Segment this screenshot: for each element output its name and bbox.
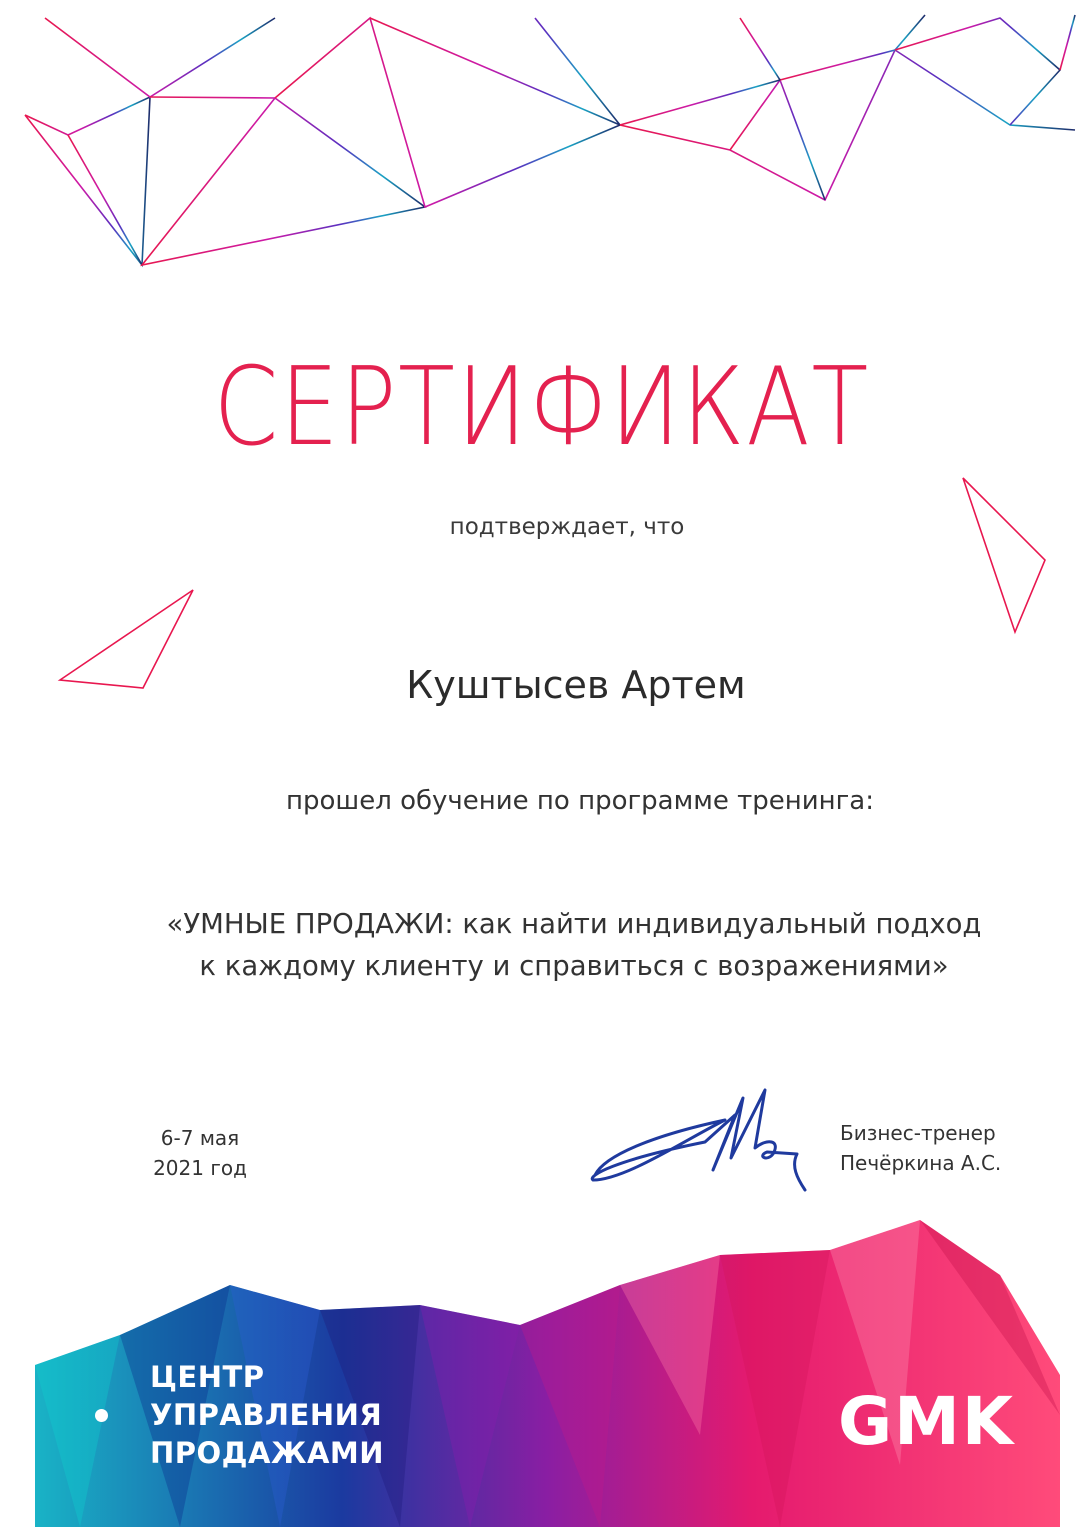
confirms-text: подтверждает, что bbox=[449, 514, 685, 540]
brand-line-3: ПРОДАЖАМИ bbox=[150, 1436, 385, 1470]
recipient-name: Куштысев Артем bbox=[406, 663, 746, 707]
certificate-title: СЕРТИФИКАТ bbox=[213, 345, 870, 470]
trainer-role: Бизнес-тренер bbox=[840, 1121, 996, 1145]
gmk-logo: GMK bbox=[838, 1383, 1015, 1460]
course-title-line-1: «УМНЫЕ ПРОДАЖИ: как найти индивидуальный подход bbox=[166, 908, 982, 940]
completed-text: прошел обучение по программе тренинга: bbox=[286, 786, 874, 816]
brand-line-2: УПРАВЛЕНИЯ bbox=[150, 1398, 383, 1432]
training-year: 2021 год bbox=[153, 1156, 247, 1180]
trainer-signature bbox=[585, 1080, 825, 1200]
course-title-line-2: к каждому клиенту и справиться с возражениями» bbox=[199, 950, 949, 982]
brand-line-1: ЦЕНТР bbox=[150, 1360, 265, 1394]
training-dates: 6-7 мая bbox=[160, 1126, 240, 1150]
brand-bullet-dot bbox=[95, 1409, 108, 1422]
trainer-name: Печёркина А.С. bbox=[840, 1151, 1002, 1175]
